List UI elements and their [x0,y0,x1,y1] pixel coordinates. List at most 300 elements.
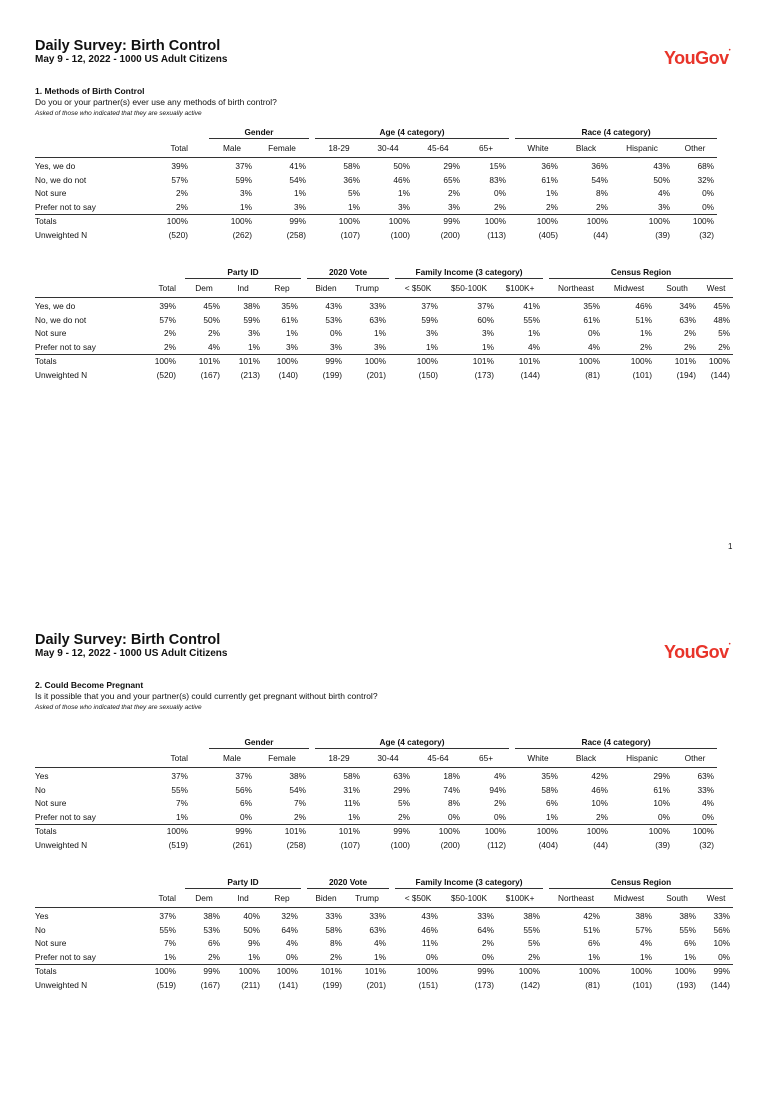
column-header: 18-29 [315,139,363,158]
cell-value: 1% [286,328,298,339]
cell-value: 99% [307,355,345,369]
row-label: Not sure [35,188,67,199]
cell-value: 0% [718,951,731,962]
column-header: West [699,889,733,908]
cell-value: 55% [171,784,188,795]
column-header: Male [209,139,255,158]
cell-value: 61% [653,784,671,795]
group-header: Gender [209,126,309,139]
cell-value: 100% [263,965,301,979]
cell-value: 100% [345,355,389,369]
cell-value: 100% [549,355,603,369]
cell-value: 33% [477,911,495,921]
row-label: Prefer not to say [35,811,96,822]
cell-value: 101% [345,965,389,979]
cell-value: 36% [541,161,559,171]
cell-value: 46% [591,784,609,795]
cell-value: 29% [393,784,410,795]
column-header: 18-29 [315,749,363,768]
cell-value: 43% [421,911,439,921]
cell-value: 37% [171,771,188,781]
cell-value: 2% [482,938,495,949]
cell-value: 1% [640,328,653,339]
cell-value: 3% [482,328,495,339]
cell-value: 2% [176,188,188,199]
cell-value: 99% [699,965,733,979]
column-header: Trump [345,279,389,298]
cell-value: 101% [307,965,345,979]
cell-value: 2% [164,328,176,339]
table-row [35,811,717,825]
cell-value: 63% [369,924,387,935]
cell-value: 0% [494,188,507,199]
group-header: 2020 Vote [307,876,389,889]
question-text: Is it possible that you and your partner(s) could currently get pregnant without birth control? [35,691,378,701]
cell-value: 59% [421,314,439,325]
totals-row [35,355,733,369]
cell-value: (520) [168,229,188,240]
cell-value: 6% [208,938,220,949]
cell-value: 32% [697,174,715,185]
cell-value: 7% [164,938,176,949]
cell-value: 33% [369,911,387,921]
cell-value: 4% [640,938,653,949]
cell-value: 57% [171,174,188,185]
crosstab-table-demographics [35,736,717,853]
column-header: 65+ [463,749,509,768]
cell-value: 101% [223,355,263,369]
cell-value: 100% [209,215,255,229]
cell-value: 3% [248,328,260,339]
cell-value: (44) [593,839,609,850]
column-header: South [655,889,699,908]
cell-value: 0% [482,951,495,962]
table-row [35,924,733,938]
cell-value: 7% [176,798,188,809]
cell-value: 100% [603,965,655,979]
cell-value: 4% [208,341,220,352]
cell-value: 0% [494,811,507,822]
column-header: Female [255,139,309,158]
cell-value: (100) [390,839,410,850]
cell-value: 1% [374,328,387,339]
table-row [35,937,733,951]
cell-value: 55% [159,924,176,935]
cell-value: 40% [243,911,260,921]
question-text: Do you or your partner(s) ever use any methods of birth control? [35,97,277,107]
cell-value: 2% [294,811,306,822]
cell-value: 3% [448,201,460,212]
cell-value: (404) [538,839,559,850]
cell-value: (144) [520,369,541,380]
table-row [35,797,717,811]
cell-value: 33% [325,911,342,921]
cell-value: 8% [330,938,342,949]
row-label: No, we do not [35,314,87,325]
cell-value: (519) [168,839,188,850]
column-header: South [655,279,699,298]
column-header: Male [209,749,255,768]
cell-value: 5% [348,188,360,199]
cell-value: 45% [203,301,220,311]
cell-value: (199) [322,979,342,990]
cell-value: 43% [653,161,671,171]
cell-value: 55% [679,924,697,935]
cell-value: 2% [398,811,410,822]
cell-value: 50% [203,314,220,325]
row-label: Unweighted N [35,839,88,850]
cell-value: 99% [209,825,255,839]
column-header: Other [673,749,717,768]
cell-value: 2% [448,188,460,199]
cell-value: 74% [443,784,460,795]
cell-value: (167) [200,369,220,380]
cell-value: 29% [653,771,671,781]
cell-value: 101% [255,825,309,839]
column-header: Total [151,749,191,768]
cell-value: 0% [426,951,439,962]
cell-value: 1% [240,201,252,212]
cell-value: 58% [541,784,559,795]
cell-value: (405) [538,229,559,240]
cell-value: 100% [561,825,611,839]
cell-value: 63% [697,771,715,781]
row-label: Totals [35,215,151,229]
cell-value: 101% [441,355,497,369]
cell-value: 2% [596,201,609,212]
cell-value: 10% [713,938,731,949]
cell-value: 1% [640,951,653,962]
column-header-row [35,889,733,908]
cell-value: (39) [655,839,671,850]
cell-value: 100% [603,355,655,369]
cell-value: 99% [363,825,413,839]
cell-value: 4% [374,938,387,949]
cell-value: 55% [523,314,541,325]
row-label: Totals [35,355,145,369]
cell-value: 53% [203,924,220,935]
cell-value: 1% [588,951,601,962]
cell-value: 0% [702,201,715,212]
cell-value: (32) [699,229,715,240]
column-header: < $50K [395,279,441,298]
cell-value: (200) [440,229,460,240]
cell-value: 100% [315,215,363,229]
cell-value: 59% [243,314,260,325]
cell-value: (258) [286,229,306,240]
column-header: Rep [263,279,301,298]
cell-value: (173) [474,979,495,990]
cell-value: 29% [443,161,460,171]
row-label: Totals [35,965,145,979]
cell-value: 38% [523,911,541,921]
row-label: Unweighted N [35,229,88,240]
cell-value: 7% [294,798,306,809]
cell-value: 99% [413,215,463,229]
column-header: Hispanic [611,749,673,768]
cell-value: 61% [541,174,559,185]
cell-value: 32% [281,911,298,921]
column-header: $50-100K [441,279,497,298]
cell-value: 55% [523,924,541,935]
cell-value: 36% [343,174,360,185]
cell-value: 1% [164,951,176,962]
cell-value: 4% [286,938,298,949]
cell-value: 51% [635,314,653,325]
cell-value: (141) [278,979,298,990]
cell-value: (100) [390,229,410,240]
cell-value: 100% [699,355,733,369]
row-label: Not sure [35,798,67,809]
cell-value: 3% [286,341,298,352]
cell-value: (144) [710,979,731,990]
column-header: Black [561,749,611,768]
cell-value: 0% [658,811,671,822]
cell-value: (201) [366,369,387,380]
column-header: Hispanic [611,139,673,158]
report-subtitle: May 9 - 12, 2022 - 1000 US Adult Citizens [35,54,228,65]
cell-value: 100% [263,355,301,369]
cell-value: 38% [243,301,260,311]
cell-value: 1% [348,201,360,212]
cell-value: (32) [699,839,715,850]
row-label: Prefer not to say [35,341,96,352]
cell-value: 1% [546,188,559,199]
cell-value: 1% [248,951,260,962]
cell-value: 2% [640,341,653,352]
cell-value: 10% [591,798,609,809]
cell-value: 100% [363,215,413,229]
question-title: 2. Could Become Pregnant [35,680,144,690]
cell-value: 1% [426,341,439,352]
cell-value: 100% [145,355,179,369]
cell-value: 2% [596,811,609,822]
cell-value: 1% [294,188,306,199]
cell-value: 11% [344,798,360,809]
cell-value: 10% [653,798,671,809]
unweighted-n-row [35,369,733,383]
cell-value: 48% [713,314,731,325]
cell-value: 5% [718,328,731,339]
column-header-row [35,279,733,298]
cell-value: 37% [159,911,176,921]
page-number: 1 [728,542,733,551]
question-note: Asked of those who indicated that they are sexually active [35,110,202,117]
cell-value: (39) [655,229,671,240]
row-label: Not sure [35,328,67,339]
cell-value: 3% [294,201,306,212]
group-header: Age (4 category) [315,736,509,749]
unweighted-n-row [35,229,717,243]
cell-value: (262) [232,229,252,240]
cell-value: 37% [235,161,252,171]
cell-value: 100% [673,215,717,229]
cell-value: 3% [426,328,439,339]
column-header: Ind [223,279,263,298]
cell-value: (201) [366,979,387,990]
totals-row [35,825,717,839]
group-header: Party ID [185,876,301,889]
cell-value: 36% [591,161,609,171]
cell-value: 2% [208,328,220,339]
cell-value: 68% [697,161,715,171]
row-label: Not sure [35,938,67,949]
cell-value: 100% [145,965,179,979]
cell-value: 3% [658,201,671,212]
cell-value: 100% [223,965,263,979]
cell-value: 1% [482,341,495,352]
cell-value: 1% [374,951,387,962]
cell-value: 35% [281,301,298,311]
cell-value: 57% [159,314,176,325]
column-header: Northeast [549,889,603,908]
cell-value: 99% [441,965,497,979]
cell-value: 100% [611,825,673,839]
cell-value: 63% [679,314,697,325]
group-header: Race (4 category) [515,736,717,749]
column-header: Midwest [603,279,655,298]
cell-value: 56% [713,924,731,935]
group-header-row [35,876,733,889]
cell-value: 3% [374,341,387,352]
cell-value: (44) [593,229,609,240]
cell-value: 1% [176,811,188,822]
cell-value: (140) [278,369,298,380]
cell-value: 33% [369,301,387,311]
column-header: Female [255,749,309,768]
cell-value: 54% [591,174,609,185]
row-label: Unweighted N [35,979,88,990]
cell-value: 100% [463,215,509,229]
cell-value: 54% [289,174,306,185]
cell-value: 34% [679,301,697,311]
cell-value: 39% [159,301,176,311]
report-page-1 [0,0,768,551]
column-header: Trump [345,889,389,908]
cell-value: 58% [325,924,342,935]
unweighted-n-row [35,839,717,853]
cell-value: 100% [611,215,673,229]
cell-value: 58% [343,771,360,781]
totals-row [35,965,733,979]
table-row [35,768,717,784]
cell-value: (173) [474,369,495,380]
cell-value: (258) [286,839,306,850]
column-header: < $50K [395,889,441,908]
cell-value: 83% [489,174,507,185]
cell-value: 41% [289,161,306,171]
column-header: Total [145,889,179,908]
table-row [35,327,733,341]
group-header: Party ID [185,266,301,279]
cell-value: (81) [585,979,601,990]
cell-value: 4% [702,798,715,809]
cell-value: 99% [185,965,223,979]
row-label: Yes, we do [35,161,76,171]
cell-value: 64% [477,924,495,935]
cell-value: 11% [422,938,439,949]
cell-value: 100% [151,215,191,229]
column-header: $50-100K [441,889,497,908]
cell-value: (211) [241,979,260,990]
column-header: Total [145,279,179,298]
cell-value: 38% [289,771,306,781]
cell-value: (519) [156,979,176,990]
column-header: 45-64 [413,139,463,158]
row-label: Prefer not to say [35,201,96,212]
cell-value: 65% [443,174,460,185]
cell-value: 1% [348,811,360,822]
group-header-row [35,266,733,279]
table-row [35,298,733,314]
question-title: 1. Methods of Birth Control [35,86,145,96]
cell-value: 100% [561,215,611,229]
cell-value: 8% [596,188,609,199]
cell-value: 0% [330,328,342,339]
cell-value: 100% [655,965,699,979]
report-title: Daily Survey: Birth Control [35,38,221,54]
cell-value: 64% [281,924,298,935]
crosstab-table-demographics [35,126,717,243]
cell-value: (194) [676,369,697,380]
column-header: Total [151,139,191,158]
cell-value: 100% [549,965,603,979]
cell-value: 54% [289,784,306,795]
cell-value: 101% [185,355,223,369]
group-header-row [35,736,717,749]
cell-value: (193) [676,979,697,990]
cell-value: 1% [248,341,260,352]
column-header: Other [673,139,717,158]
cell-value: 50% [243,924,260,935]
cell-value: 50% [653,174,671,185]
column-header: $100K+ [497,889,543,908]
cell-value: 42% [591,771,609,781]
cell-value: 2% [494,798,507,809]
cell-value: 101% [655,355,699,369]
cell-value: 0% [702,811,715,822]
cell-value: 100% [673,825,717,839]
column-header: White [515,139,561,158]
row-label: Prefer not to say [35,951,96,962]
group-header: Family Income (3 category) [395,266,543,279]
group-header: Gender [209,736,309,749]
cell-value: 3% [330,341,342,352]
table-row [35,158,717,174]
cell-value: 5% [528,938,541,949]
group-header-row [35,126,717,139]
cell-value: 39% [171,161,188,171]
cell-value: 1% [684,951,697,962]
cell-value: 6% [588,938,601,949]
column-header: Northeast [549,279,603,298]
cell-value: 2% [208,951,220,962]
cell-value: (261) [232,839,252,850]
row-label: Unweighted N [35,369,88,380]
column-header: Rep [263,889,301,908]
cell-value: 6% [684,938,697,949]
cell-value: 0% [448,811,460,822]
column-header: Dem [185,889,223,908]
cell-value: 57% [635,924,653,935]
row-label: Yes [35,771,49,781]
column-header: Dem [185,279,223,298]
cell-value: (213) [240,369,260,380]
cell-value: 0% [240,811,252,822]
cell-value: 3% [398,201,410,212]
cell-value: 100% [151,825,191,839]
totals-row [35,215,717,229]
